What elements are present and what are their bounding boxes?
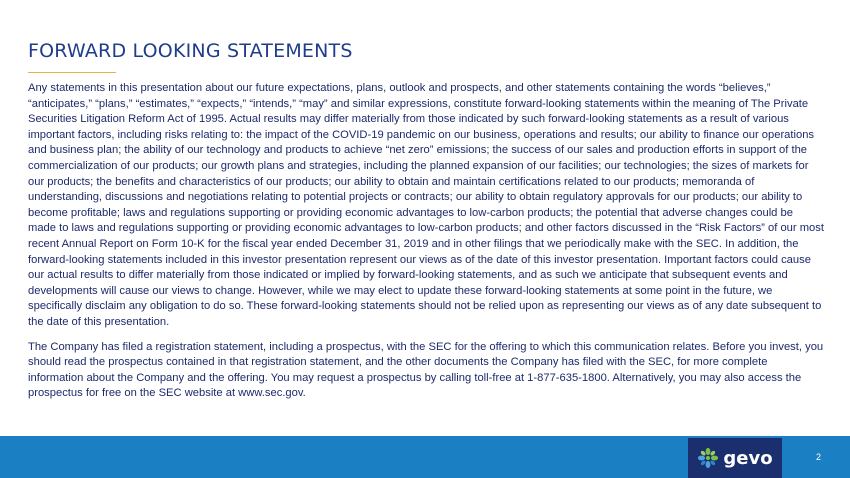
slide-body	[28, 81, 824, 411]
logo-wordmark: gevo	[723, 447, 773, 469]
slide-title: FORWARD LOOKING STATEMENTS	[28, 40, 353, 62]
page-number: 2	[816, 452, 822, 462]
gevo-leaf-icon	[697, 447, 719, 469]
paragraph-registration: The Company has filed a registration statement, including a prospectus, with the SEC for the offering to which this communication relates. Before you invest, you should read the prospectus contained in that registration statement, and the other documents the Company has filed with the SEC, for more complete information about the Company and the offering. You may request a prospectus by calling toll-free at 1-877-635-1800. Alternatively, you may also access the prospectus for free on the SEC website at www.sec.gov.	[28, 340, 824, 400]
paragraph-forward-looking: Any statements in this presentation about our future expectations, plans, outlook and prospects, and other statements containing the words “believes,” “anticipates,” “plans,” “estimates,” “expects,” “intends,” “may” and similar expressions, constitute forward-looking statements within the meaning of The Private Securities Litigation Reform Act of 1995. Actual results may differ materially from those indicated by such forward-looking statements as a result of various important factors, including risks relating to: the impact of the COVID-19 pandemic on our business, operations and results; our ability to finance our operations and business plan; the ability of our technology and products to achieve “net zero” emissions; the success of our sales and production efforts in support of the commercialization of our products; our growth plans and strategies, including the planned expansion of our facilities; our technologies; the sizes of markets for our products; the benefits and characteristics of our products; our ability to obtain and maintain certifications related to our products; memoranda of understanding, discussions and negotiations relating to potential projects or contracts; our ability to obtain regulatory approvals for our products; our ability to become profitable; laws and regulations supporting or providing economic advantages to low-carbon products; the potential that adverse changes could be made to laws and regulations supporting or providing economic advantages to low-carbon products; and other factors discussed in the “Risk Factors” of our most recent Annual Report on Form 10-K for the fiscal year ended December 31, 2019 and in other filings that we periodically make with the SEC. In addition, the forward-looking statements included in this investor presentation represent our views as of the date of this investor presentation. Important factors could cause our actual results to differ materially from those indicated or implied by forward-looking statements, and as such we anticipate that subsequent events and developments will cause our views to change. However, while we may elect to update these forward-looking statements at some point in the future, we specifically disclaim any obligation to do so. These forward-looking statements should not be relied upon as representing our views as of any date subsequent to the date of this presentation.	[28, 82, 824, 328]
gevo-logo	[688, 438, 782, 478]
title-underline	[28, 72, 116, 73]
